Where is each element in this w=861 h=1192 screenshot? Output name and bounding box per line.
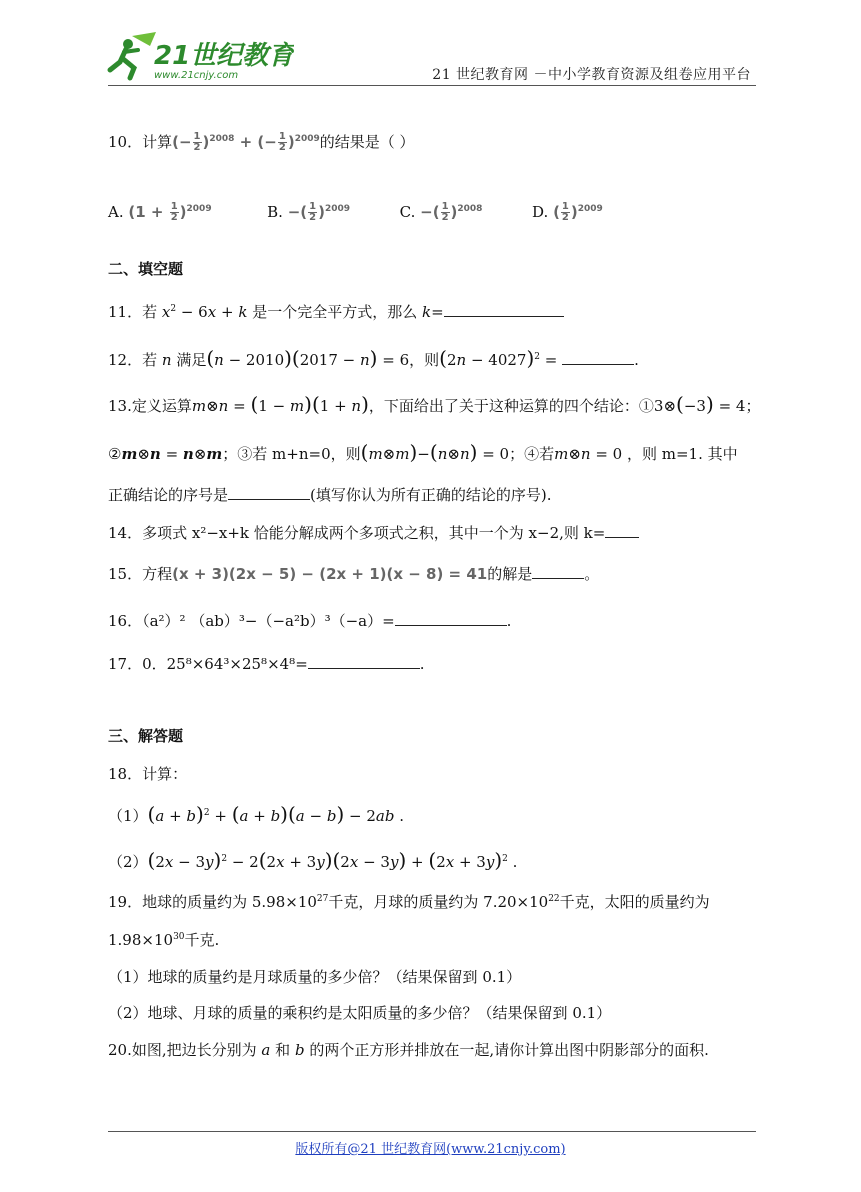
answer-blank[interactable]: [532, 564, 584, 579]
logo-title: 21世纪教育: [154, 41, 294, 71]
question-19-part-2: （2）地球、月球的质量的乘积约是太阳质量的多少倍？（结果保留到 0.1）: [108, 1004, 612, 1022]
section-heading-solve: 三、解答题: [108, 727, 184, 745]
question-15: 15．方程(x + 3)(2x − 5) − (2x + 1)(x − 8) = 41的解是 。: [108, 565, 600, 583]
question-19-line-1: 19．地球的质量约为 $5.98\times 10^{27}$千克，月球的质量约为 $7.20\times 10^{22}$千克，太阳的质量约为: [108, 893, 710, 911]
option-b: B. −( $\frac{1}{2}$ )$^{2009}$: [267, 201, 351, 223]
question-13-line-3: 正确结论的序号是 (填写你认为所有正确的结论的序号).: [108, 486, 552, 504]
answer-blank[interactable]: [444, 302, 564, 317]
question-13-line-2: ②m⊗n = n⊗m；③若 m+n=0，则(m⊗m)−(n⊗n) = 0；④若m⊗n = 0 ，则 m=1. 其中: [108, 440, 738, 464]
answer-blank[interactable]: [308, 654, 420, 669]
option-a: A. (1 + $\frac{1}{2}$ )$^{2009}$: [108, 201, 212, 223]
question-19-part-1: （1）地球的质量约是月球质量的多少倍？（结果保留到 0.1）: [108, 968, 522, 986]
question-20: 20.如图,把边长分别为 a 和 b 的两个正方形并排放在一起,请你计算出图中阴影部分的面积.: [108, 1041, 709, 1059]
header-divider: [108, 85, 756, 86]
question-16: 16．（a²）² （ab）³−（−a²b）³（−a）= .: [108, 612, 512, 630]
section-heading-fill-blank: 二、填空题: [108, 260, 184, 278]
question-12: 12．若 n 满足(n − 2010)(2017 − n) = 6，则$(2n - 4027)^2$ = .: [108, 346, 639, 370]
logo-url: www.21cnjy.com: [154, 70, 239, 81]
footer-copyright-link[interactable]: 版权所有@21 世纪教育网(www.21cnjy.com): [295, 1142, 566, 1157]
option-c: C. −( $\frac{1}{2}$ )$^{2008}$: [399, 201, 483, 223]
question-18-part-1: $(1)(a + b)^2 + (a + b)(a - b) - 2ab$ .: [108, 802, 405, 826]
question-19-line-2: $1.98\times 10^{30}$千克.: [108, 931, 220, 949]
footer-divider: [108, 1131, 756, 1132]
question-14: 14．多项式 x²−x+k 恰能分解成两个多项式之积，其中一个为 x−2,则 k=: [108, 522, 639, 544]
question-13-line-1: 13.定义运算m⊗n = (1 − m)(1 + n)，下面给出了关于这种运算的四个结论：①3⊗(−3) = 4；: [108, 392, 761, 416]
answer-blank[interactable]: [395, 611, 507, 626]
answer-blank[interactable]: [228, 485, 310, 500]
question-10: 10．计算(− $\frac{1}{2}$ )$^{2008}$ + (− $\frac{1}{2}$ )$^{2009}$的结果是（ ）: [108, 131, 415, 153]
question-10-options: [108, 201, 603, 223]
question-11: 11．若 $x^2 - 6x + k$ 是一个完全平方式，那么 k=: [108, 301, 564, 323]
option-d: D. ( $\frac{1}{2}$ )$^{2009}$: [532, 201, 603, 223]
answer-blank[interactable]: [562, 350, 634, 365]
q10-formula: (− $\frac{1}{2}$ )$^{2008}$ + (− $\frac{1}{2}$ )$^{2009}$: [172, 131, 320, 153]
site-header-title: 21 世纪教育网 －中小学教育资源及组卷应用平台: [432, 67, 751, 83]
question-18: 18．计算：: [108, 765, 188, 783]
answer-blank[interactable]: [605, 523, 639, 538]
site-logo: [104, 30, 294, 85]
question-17: 17．0．25⁸×64³×25⁸×4⁸= .: [108, 655, 425, 673]
runner-icon: [110, 32, 156, 78]
question-18-part-2: $(2)(2x - 3y)^2 - 2(2x + 3y)(2x - 3y) + (2x + 3y)^2$ .: [108, 848, 518, 872]
